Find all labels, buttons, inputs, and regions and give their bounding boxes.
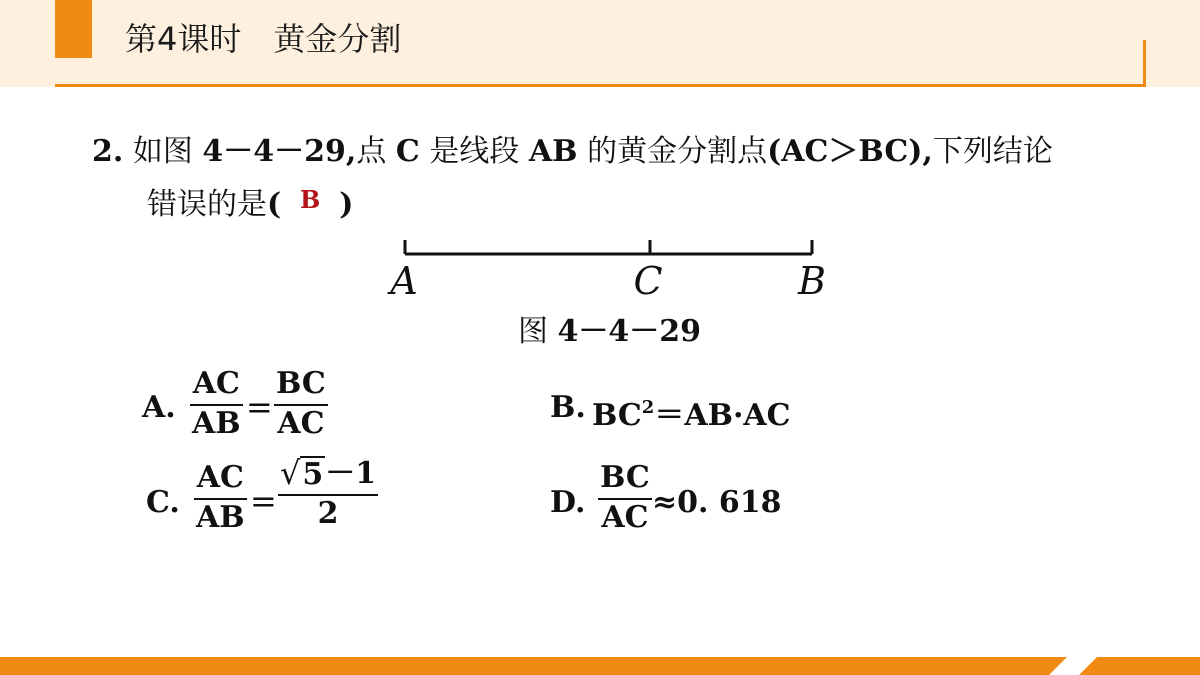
sqrt-radicand: 5 xyxy=(302,457,324,492)
expr-bc: BC xyxy=(592,398,642,433)
question-text-b: 点 xyxy=(356,134,396,169)
point-label-b: B xyxy=(798,259,826,303)
point-c-ref: C xyxy=(395,134,420,169)
fraction-denominator: AC xyxy=(277,406,325,441)
point-label-a: A xyxy=(390,259,418,303)
question-text-line2: 错误的是 xyxy=(147,187,267,222)
question-text-e: 的黄金分割点 xyxy=(577,134,768,169)
fraction-denominator: AC xyxy=(601,500,649,535)
option-d-letter: D. xyxy=(550,485,586,520)
question-text-a: 如图 xyxy=(132,134,203,169)
sqrt xyxy=(280,456,325,492)
fraction-numerator: BC xyxy=(276,366,326,401)
question-text-d: 是线段 xyxy=(419,134,529,169)
option-a-fraction-2 xyxy=(274,366,328,444)
sqrt-sign: √ xyxy=(280,454,301,492)
fraction-denominator: AB xyxy=(196,500,245,535)
option-b-letter: B. xyxy=(550,390,586,425)
segment-figure xyxy=(380,232,840,307)
option-d-approx: ≈0. 618 xyxy=(652,485,782,520)
option-c-equals: = xyxy=(250,482,277,520)
segment-ab-ref: AB xyxy=(528,134,578,169)
minus-one: －1 xyxy=(325,456,377,491)
footer-bar xyxy=(0,657,1200,675)
fraction-numerator: AC xyxy=(196,460,244,495)
lesson-title: 第4课时 黄金分割 xyxy=(125,20,402,58)
expr-rhs: ＝AB·AC xyxy=(654,398,791,433)
question-line-1 xyxy=(92,132,1053,172)
option-d-fraction xyxy=(598,460,652,538)
figure-caption-number: 4－4－29 xyxy=(557,314,702,349)
figure-ref: 4－4－29, xyxy=(202,134,357,169)
point-label-c: C xyxy=(633,259,663,303)
paren-open: ( xyxy=(267,187,282,222)
fraction-numerator: AC xyxy=(192,366,240,401)
option-c-fraction-1 xyxy=(194,460,247,538)
fraction-denominator: 2 xyxy=(317,496,339,531)
exponent: 2 xyxy=(641,397,655,418)
option-b-expression xyxy=(592,390,791,434)
question-text-f: 下列结论 xyxy=(932,134,1053,169)
answer-label: B xyxy=(300,185,321,214)
option-a-equals: = xyxy=(246,388,273,426)
option-a-letter: A. xyxy=(142,390,176,425)
fraction-numerator xyxy=(278,456,378,494)
figure-caption xyxy=(518,312,701,352)
condition-text: (AC＞BC), xyxy=(767,134,933,169)
paren-close: ) xyxy=(339,187,354,222)
option-c-letter: C. xyxy=(146,485,180,520)
question-number: 2. xyxy=(92,134,124,169)
question-line-2 xyxy=(147,185,353,226)
figure-caption-prefix: 图 xyxy=(518,314,558,349)
fraction-denominator: AB xyxy=(192,406,241,441)
option-c-fraction-2 xyxy=(278,456,378,534)
fraction-numerator: BC xyxy=(600,460,650,495)
option-a-fraction-1 xyxy=(190,366,243,444)
